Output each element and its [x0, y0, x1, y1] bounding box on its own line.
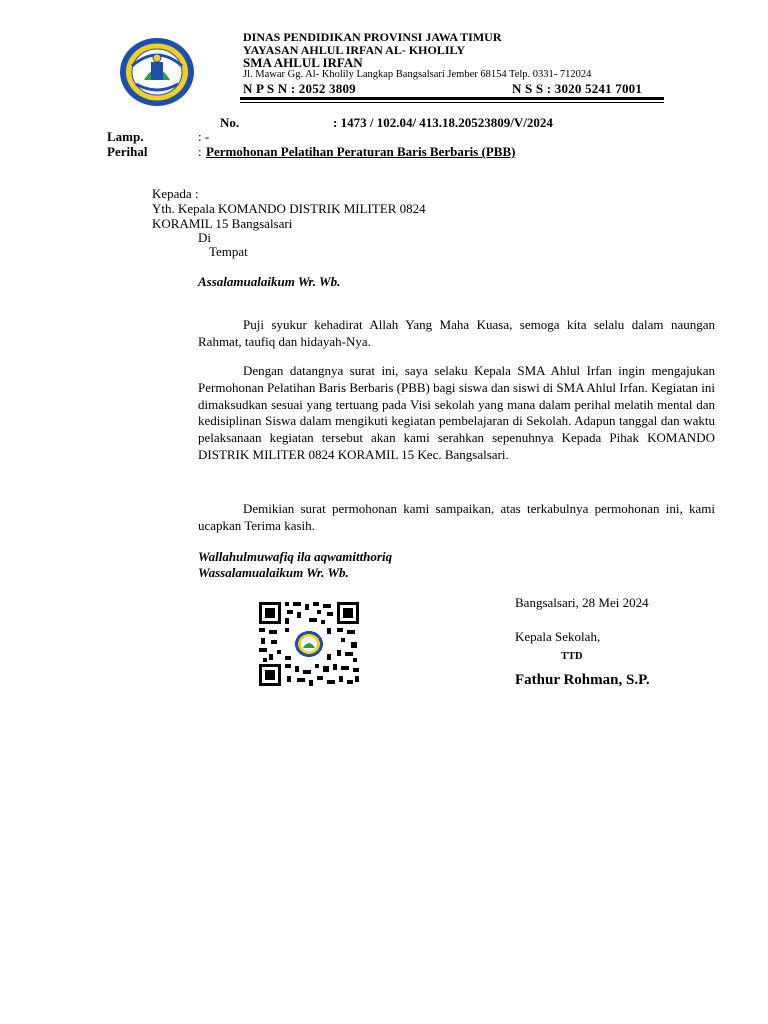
attachment-value: : - — [198, 129, 210, 144]
subject-label: Perihal — [107, 144, 148, 159]
attachment-label: Lamp. — [107, 129, 144, 144]
closing-line2: Wassalamualaikum Wr. Wb. — [198, 565, 349, 580]
npsn: N P S N : 2052 3809 — [243, 81, 356, 96]
recipient-tempat: Tempat — [209, 244, 248, 259]
letterhead-divider-thin — [240, 102, 664, 103]
number-label: No. — [220, 115, 240, 130]
paragraph-3: Demikian surat permohonan kami sampaikan, atas terkabulnya permohonan ini, kami ucapkan Terima kasih. — [198, 501, 715, 533]
recipient-line1: Yth. Kepala KOMANDO DISTRIK MILITER 0824 — [152, 201, 426, 216]
closing-line1: Wallahulmuwafiq ila aqwamitthoriq — [198, 549, 393, 564]
letterhead-divider — [240, 97, 664, 100]
subject-value: Permohonan Pelatihan Peraturan Baris Berbaris (PBB) — [206, 144, 516, 159]
ttd-label: TTD — [561, 651, 583, 662]
place-date: Bangsalsari, 28 Mei 2024 — [515, 595, 649, 610]
nss: N S S : 3020 5241 7001 — [512, 81, 643, 96]
school-address: Jl. Mawar Gg. Al- Kholily Langkap Bangsalsari Jember 68154 Telp. 0331- 712024 — [243, 69, 592, 80]
school-name: SMA AHLUL IRFAN — [243, 55, 363, 70]
signer-name: Fathur Rohman, S.P. — [515, 672, 650, 688]
qr-code — [257, 600, 361, 688]
greeting: Assalamualaikum Wr. Wb. — [198, 274, 341, 289]
subject-colon: : — [198, 144, 202, 159]
letterhead-foundation: YAYASAN AHLUL IRFAN AL- KHOLILY — [243, 43, 466, 57]
paragraph-2: Dengan datangnya surat ini, saya selaku Kepala SMA Ahlul Irfan ingin mengajukan Permohonan Pelatihan Baris Berbaris (PBB) bagi siswa dan siswi di SMA Ahlul Irfan. Kegiatan ini dimaksudkan sesuai yang tertuang pada Visi sekolah yang mana dalam perihal melatih mental dan kedisiplinan Siswa dalam mengikuti kegiatan pembelajaran di Sekolah. Adapun tanggal dan waktu pelaksanaan kegiatan tersebut akan kami serahkan sepenuhnya Kepada Pihak KOMANDO DISTRIK MILITER 0824 KORAMIL 15 Kec. Bangsalsari. — [198, 363, 715, 462]
signer-title: Kepala Sekolah, — [515, 629, 601, 644]
letterhead-agency: DINAS PENDIDIKAN PROVINSI JAWA TIMUR — [243, 30, 502, 44]
recipient-line2: KORAMIL 15 Bangsalsari — [152, 216, 293, 231]
number-value: : 1473 / 102.04/ 413.18.20523809/V/2024 — [333, 115, 553, 130]
recipient-di: Di — [198, 230, 211, 245]
school-logo — [118, 36, 196, 108]
recipient-kepada: Kepada : — [152, 186, 199, 201]
paragraph-1: Puji syukur kehadirat Allah Yang Maha Kuasa, semoga kita selalu dalam naungan Rahmat, taufiq dan hidayah-Nya. — [198, 317, 715, 349]
